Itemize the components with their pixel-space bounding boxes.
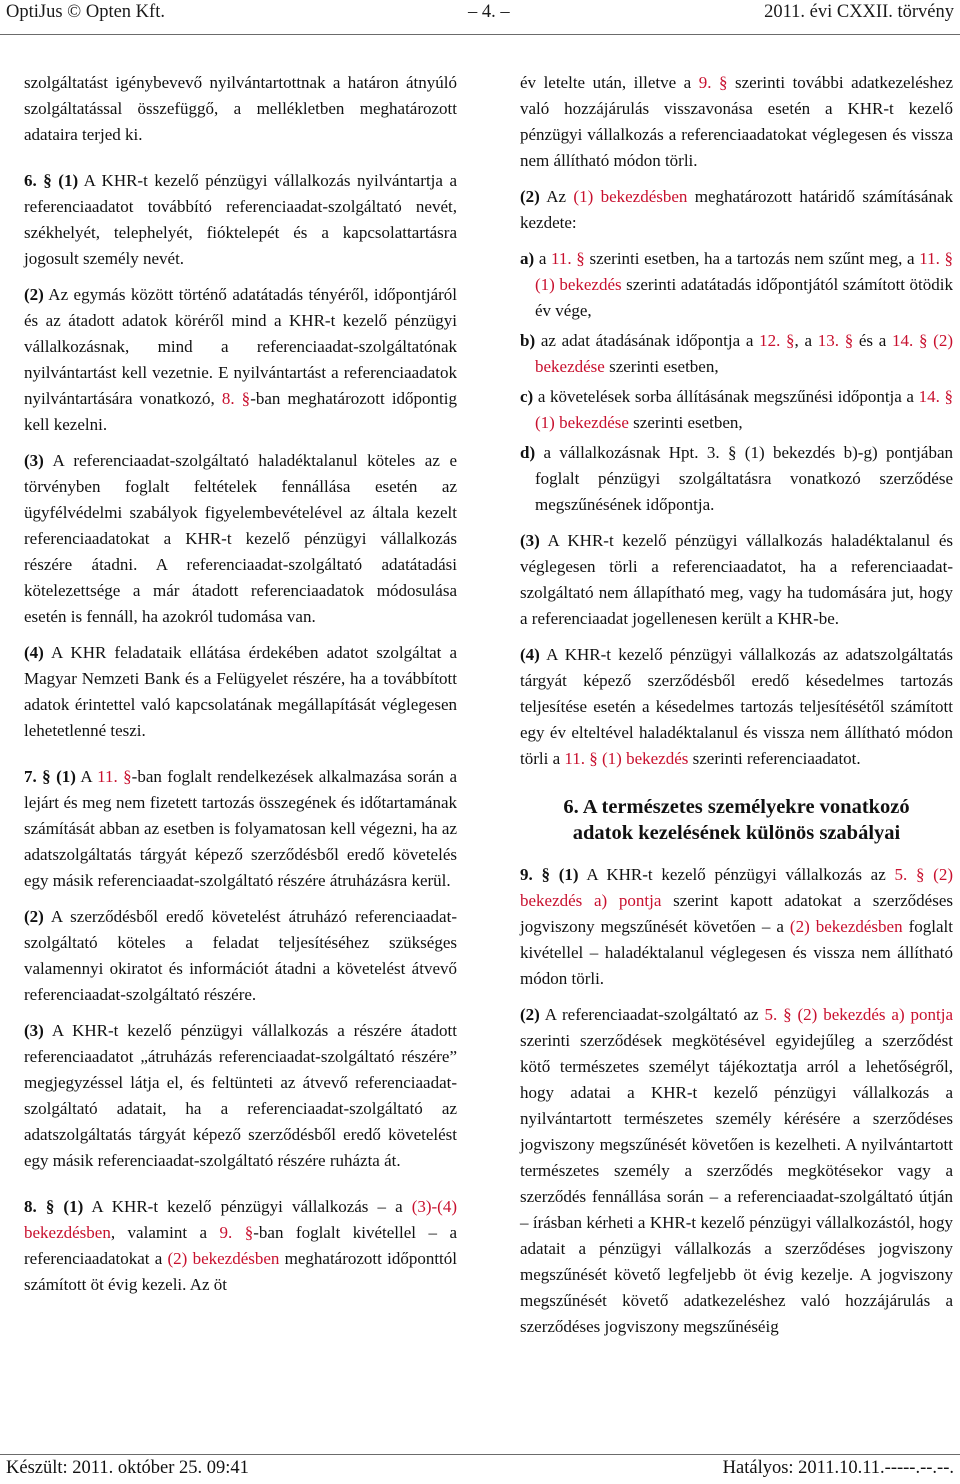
paragraph-label: (2) [520, 1005, 540, 1024]
cross-reference-link[interactable]: 11. § (1) bekezdés [564, 749, 689, 768]
cross-reference-link[interactable]: 11. § [551, 249, 585, 268]
paragraph-text: A referenciaadat-szolgáltató az [539, 1005, 765, 1024]
paragraph-text: foglalt kivétellel – haladéktalanul véglegesen és vissza nem állítható módon törli. [520, 917, 953, 988]
paragraph-text: szerinti további adatkezeléshez való hozzájárulás visszavonása esetén a KHR-t kezelő pénzügyi vállalkozás a referenciaadatokat véglegesen és vissza nem állítható módon törli. [520, 73, 954, 170]
footer-created-date: Készült: 2011. október 25. 09:41 [6, 1458, 249, 1478]
paragraph-text: A referenciaadat-szolgáltató haladéktalanul köteles az e törvényben foglalt feltételek fennállása esetén az ügyfélvédelmi szabályok figyelembevételével az általa kezelt referenciaadatokat a KHR-t kezelő pénzügyi vállalkozás részére átadni. A referenciaadat-szolgáltató adatátadási kötelezettsége a már átadott referenciaadatok módosulása esetén is fennáll, ha azokról tudomása van. [24, 451, 457, 626]
left-column [24, 70, 457, 1308]
paragraph-text: , valamint a [110, 1223, 220, 1242]
section-9-number: 9. § [520, 865, 559, 884]
item-text: a követelések sorba állításának megszűnési időpontja a [533, 387, 919, 406]
paragraph-text: A [75, 767, 98, 786]
paragraph-text: Az egymás között történő adatátadás tényéről, időpontjáról és az átadott adatok köréről mind a KHR-t kezelő pénzügyi vállalkozásnak, mind a referenciaadat-szolgáltatónak nyilvántartást kell vezetnie. E nyilvántartást a referenciaadatok nyilvántartására vonatkozó, [24, 285, 457, 408]
cross-reference-link[interactable]: (2) bekezdésben [167, 1249, 280, 1268]
item-label: c) [520, 387, 534, 406]
section-7-paragraph-1 [24, 764, 457, 894]
item-text: szerinti esetben, [628, 413, 743, 432]
paragraph-text: A KHR-t kezelő pénzügyi vállalkozás a részére átadott referenciaadatot „átruházás referenciaadat-szolgáltató részére” megjegyzéssel látja el, és feltünteti az átvevő referenciaadat-szolgáltató adatait, ha a referenciaadat-szolgáltató az adatszolgáltatás tárgyát képező szerződésből eredő követelést egy másik referenciaadat-szolgáltató részére ruházta át. [24, 1021, 457, 1170]
cross-reference-link[interactable]: 14. § (2) bekezdése [535, 331, 953, 376]
chapter-heading [520, 794, 953, 846]
paragraph-text: -ban meghatározott időpontig kell kezelni. [24, 389, 457, 434]
page-footer [6, 1458, 954, 1482]
list-item-b [520, 328, 953, 380]
paragraph-intro [24, 70, 457, 148]
paragraph-label: (2) [24, 285, 44, 304]
footer-effective-date: Hatályos: 2011.10.11.-----.--.--. [722, 1458, 954, 1478]
item-text: és a [853, 331, 893, 350]
cross-reference-link[interactable]: (3)-(4) bekezdésben [24, 1197, 457, 1242]
paragraph-text: -ban foglalt rendelkezések alkalmazása során a lejárt és meg nem fizetett tartozás összegének és időtartamának számítását abban az esetben is folyamatosan kell végezni, ha az adatszolgáltatás tárgyát képező szerződésből eredő követelés egy másik referenciaadat-szolgáltató részére átruházásra kerül. [24, 767, 458, 890]
header-page-number: – 4. – [468, 2, 510, 22]
section-9-paragraph-2 [520, 1002, 953, 1340]
intro-text: szolgáltatást igénybevevő nyilvántartottnak a határon átnyúló szolgáltatással összefüggő, a mellékletben meghatározott adataira terjed ki. [24, 73, 457, 144]
cross-reference-link[interactable]: 14. § (1) bekezdése [535, 387, 953, 432]
paragraph-text: A szerződésből eredő követelést átruházó referenciaadat-szolgáltató köteles a feladat teljesítéséhez szükséges valamennyi okiratot és információt átadni a követelést átvevő referenciaadat-szolgáltató részére. [24, 907, 457, 1004]
section-6-paragraph-1 [24, 168, 457, 272]
cross-reference-link[interactable]: (2) bekezdésben [789, 917, 903, 936]
header-rule [0, 34, 960, 35]
list-item-c [520, 384, 953, 436]
item-text: az adat átadásának időpontja a [535, 331, 760, 350]
right-column [520, 70, 953, 1350]
paragraph-text: A KHR feladataik ellátása érdekében adatot szolgáltat a Magyar Nemzeti Bank és a Felügyelet részére, ha a továbbított adatok érintettel való kapcsolatának megállapítását véglegesen lehetetlenné teszi. [24, 643, 457, 740]
item-text: a vállalkozásnak Hpt. 3. § (1) bekezdés b)-g) pontjában foglalt pénzügyi szolgáltatásra vonatkozó szerződése megszűnésének időpontja. [535, 443, 953, 514]
chapter-heading-line-1: 6. A természetes személyekre vonatkozó [563, 796, 910, 818]
section-9-paragraph-1 [520, 862, 953, 992]
chapter-heading-line-2: adatok kezelésének különös szabályai [572, 822, 901, 844]
cross-reference-link[interactable]: 9. § [219, 1223, 254, 1242]
section-8-paragraph-4 [520, 642, 953, 772]
section-7-paragraph-2 [24, 904, 457, 1008]
section-6-paragraph-4 [24, 640, 457, 744]
paragraph-text: A KHR-t kezelő pénzügyi vállalkozás nyilvántartja a referenciaadatot továbbító referenciaadat-szolgáltató nevét, székhelyét, telephelyét, fióktelepét és a kapcsolattartásra jogosult személy nevét. [24, 171, 457, 268]
paragraph-label: (2) [520, 187, 540, 206]
paragraph-label: (3) [24, 1021, 44, 1040]
paragraph-label: (1) [56, 767, 76, 786]
cross-reference-link[interactable]: 13. § [817, 331, 854, 350]
section-6-paragraph-2 [24, 282, 457, 438]
item-text: a [534, 249, 552, 268]
paragraph-text: A KHR-t kezelő pénzügyi vállalkozás haladéktalanul és véglegesen törli a referenciaadatot, ha a referenciaadat-szolgáltató nem állapítható meg, vagy ha tudomására jut, hogy a referenciaadat jogellenesen került a KHR-be. [520, 531, 953, 628]
paragraph-label: (3) [24, 451, 44, 470]
section-8-paragraph-1 [24, 1194, 457, 1298]
cross-reference-link[interactable]: 11. § [97, 767, 132, 786]
item-text: szerinti esetben, [604, 357, 719, 376]
section-8-paragraph-3 [520, 528, 953, 632]
item-label: a) [520, 249, 535, 268]
paragraph-text: év letelte után, illetve a [520, 73, 699, 92]
paragraph-text: szerint kapott adatokat a szerződéses jogviszony megszűnését követően – a [520, 891, 954, 936]
item-text: , a [794, 331, 818, 350]
section-7-paragraph-3 [24, 1018, 457, 1174]
cross-reference-link[interactable]: 9. § [698, 73, 728, 92]
paragraph-label: (3) [520, 531, 540, 550]
item-text: szerinti adatátadás időpontjától számított ötödik év vége, [535, 275, 953, 320]
paragraph-text: szerinti referenciaadatot. [688, 749, 861, 768]
paragraph-text: meghatározott határidő számításának kezdete: [520, 187, 954, 232]
cross-reference-link[interactable]: 12. § [759, 331, 795, 350]
section-8-paragraph-2 [520, 184, 953, 236]
cross-reference-link[interactable]: 5. § (2) bekezdés a) pontja [520, 865, 953, 910]
section-8-paragraph-1-continued [520, 70, 953, 174]
cross-reference-link[interactable]: 8. § [221, 389, 251, 408]
paragraph-text: meghatározott időponttól számított öt évig kezeli. Az öt [24, 1249, 457, 1294]
list-item-d [520, 440, 953, 518]
paragraph-label: (1) [63, 1197, 84, 1216]
paragraph-text: -ban foglalt kivétellel – a referenciaadatokat a [24, 1223, 457, 1268]
cross-reference-link[interactable]: 5. § (2) bekezdés a) pontja [764, 1005, 953, 1024]
paragraph-label: (1) [58, 171, 79, 190]
section-8-number: 8. § [24, 1197, 64, 1216]
item-label: d) [520, 443, 536, 462]
paragraph-text: A KHR-t kezelő pénzügyi vállalkozás az [578, 865, 895, 884]
header-law-title: 2011. évi CXXII. törvény [764, 2, 954, 22]
header-publisher: OptiJus © Opten Kft. [6, 2, 165, 22]
paragraph-text: szerinti szerződések megkötésével egyidejűleg a szerződést kötő természetes személyt tájékoztatja arról a lehetőségről, hogy adatai a KHR-t kezelő pénzügyi vállalkozás a nyilvántartott természetes személy kérésére a szerződéses jogviszony megszűnését követően is kezelheti. A nyilvántartott természetes személy a szerződés megkötésekor vagy a szerződés fennállása során – a referenciaadat-szolgáltató útján – írásban kérheti a KHR-t kezelő pénzügyi vállalkozástól, hogy adatait a pénzügyi vállalkozás a szerződéses jogviszony megszűnését követő legfeljebb öt évig kezelje. A jogviszony megszűnését követő adatkezeléshez való hozzájárulás a szerződéses jogviszony megszűnéséig [520, 1031, 953, 1336]
cross-reference-link[interactable]: (1) bekezdésben [573, 187, 688, 206]
paragraph-label: (4) [520, 645, 540, 664]
paragraph-label: (2) [24, 907, 44, 926]
item-text: szerinti esetben, ha a tartozás nem szűnt meg, a [584, 249, 920, 268]
section-6-paragraph-3 [24, 448, 457, 630]
list-item-a [520, 246, 953, 324]
cross-reference-link[interactable]: 11. § (1) bekezdés [535, 249, 954, 294]
paragraph-text: A KHR-t kezelő pénzügyi vállalkozás az adatszolgáltatás tárgyát képező szerződésből eredő késedelmes tartozás teljesítése esetén a késedelmes tartozás teljesítésétől számított egy év elteltével haladéktalanul és vissza nem állítható módon törli a [520, 645, 953, 768]
section-6-number: 6. § [24, 171, 59, 190]
section-7-number: 7. § [24, 767, 57, 786]
paragraph-text: Az [539, 187, 574, 206]
paragraph-label: (4) [24, 643, 44, 662]
paragraph-label: (1) [558, 865, 579, 884]
page-header [6, 2, 954, 26]
footer-rule [0, 1454, 960, 1455]
paragraph-text: A KHR-t kezelő pénzügyi vállalkozás – a [83, 1197, 412, 1216]
item-label: b) [520, 331, 536, 350]
